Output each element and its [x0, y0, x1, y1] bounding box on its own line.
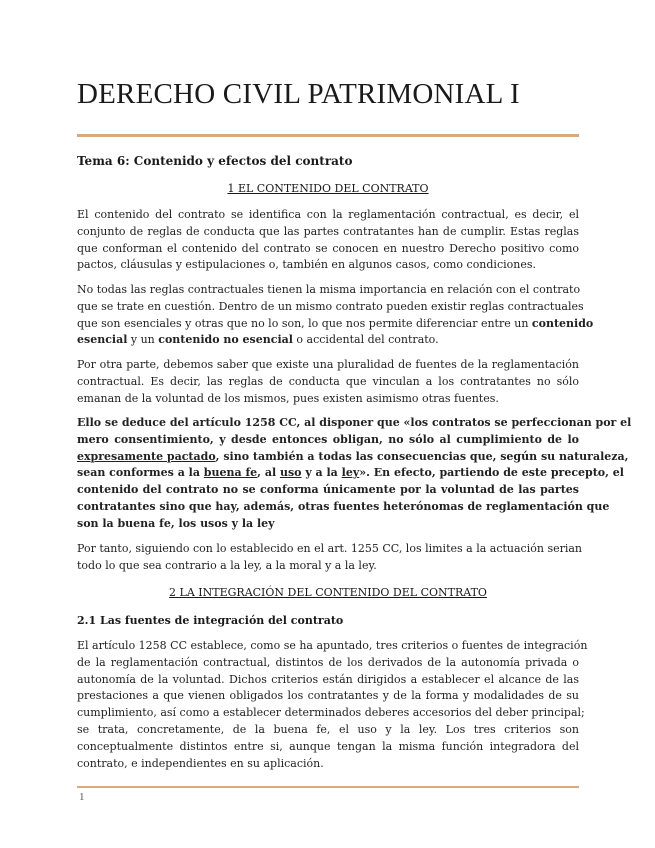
- paragraph-line: cumplimiento, así como a establecer determinados deberes accesorios del deber principal;: [77, 706, 585, 720]
- paragraph-3: [77, 357, 579, 407]
- text-span: y un: [127, 333, 159, 347]
- paragraph-1: [77, 207, 579, 274]
- paragraph-line: son la buena fe, los usos y la ley: [77, 516, 275, 530]
- paragraph-line: de la reglamentación contractual, distintos de los derivados de la autonomía privada o: [77, 655, 579, 669]
- paragraph-line: No todas las reglas contractuales tienen la misma importancia en relación con el contrato: [77, 283, 581, 296]
- paragraph-line: todo lo que sea contrario a la ley, a la moral y a la ley.: [77, 558, 377, 572]
- paragraph-6: [77, 638, 588, 772]
- paragraph-2: [77, 282, 594, 349]
- bold-term: contenido no esencial: [158, 333, 293, 347]
- page-number: 1: [79, 791, 85, 803]
- paragraph-line: [77, 465, 624, 482]
- text-span: , al: [257, 466, 280, 480]
- paragraph-4-quote: [77, 415, 632, 533]
- text-span: o accidental del contrato.: [292, 333, 439, 347]
- paragraph-line: [77, 332, 579, 349]
- paragraph-line: que se trate en cuestión. Dentro de un mismo contrato pueden existir reglas contractuales: [77, 299, 584, 313]
- paragraph-line: contenido del contrato no se conforma únicamente por la voluntad de las partes: [77, 483, 579, 497]
- text-span: sean conformes a la: [77, 466, 204, 480]
- paragraph-line: contrato, e independientes en su aplicación.: [77, 756, 324, 770]
- paragraph-line: conjunto de reglas de conducta que las partes contratantes han de cumplir. Estas reglas: [77, 224, 579, 238]
- title-divider: [77, 134, 579, 137]
- paragraph-line: El artículo 1258 CC establece, como se ha apuntado, tres criterios o fuentes de integración: [77, 639, 588, 652]
- paragraph-line: se trata, concretamente, de la buena fe, el uso y la ley. Los tres criterios son: [77, 722, 579, 736]
- topic-title: Tema 6: Contenido y efectos del contrato: [77, 154, 353, 168]
- subsection-2-1-heading: 2.1 Las fuentes de integración del contrato: [77, 614, 344, 627]
- paragraph-line: autonomía de la voluntad. Dichos criterios están dirigidos a establecer el alcance de las: [77, 672, 579, 686]
- document-title: DERECHO CIVIL PATRIMONIAL I: [77, 78, 520, 110]
- paragraph-line: [77, 316, 594, 333]
- underlined-term: buena fe: [203, 466, 258, 480]
- paragraph-line: pactos, cláusulas y estipulaciones o, también en algunos casos, como condiciones.: [77, 258, 536, 272]
- paragraph-line: contractual. Es decir, las reglas de conducta que vinculan a los contratantes no sólo: [77, 374, 579, 388]
- paragraph-line: Ello se deduce del artículo 1258 CC, al disponer que «los contratos se perfeccionan por el: [77, 416, 632, 429]
- section-1-heading: 1 EL CONTENIDO DEL CONTRATO: [227, 182, 429, 195]
- paragraph-line: conceptualmente distintos entre si, aunque tengan la misma función integradora del: [77, 739, 579, 753]
- paragraph-line: que conforman el contenido del contrato se conocen en nuestro Derecho positivo como: [77, 241, 579, 255]
- underlined-term: uso: [279, 466, 302, 480]
- paragraph-line: prestaciones a que vienen obligados los contratantes y de la forma y modalidades de su: [77, 689, 579, 703]
- paragraph-line: emanan de la voluntad de los mismos, pues existen asimismo otras fuentes.: [77, 391, 499, 405]
- paragraph-line: Por tanto, siguiendo con lo establecido en el art. 1255 CC, los limites a la actuación serian: [77, 542, 583, 555]
- underlined-term: expresamente pactado: [77, 449, 216, 463]
- text-span: y a la: [301, 466, 342, 480]
- text-span: , sino también a todas las consecuencias que, según su naturaleza,: [215, 449, 629, 463]
- text-span: que son esenciales y otras que no lo son, lo que nos permite diferenciar entre un: [77, 316, 532, 330]
- section-2-heading: 2 LA INTEGRACIÓN DEL CONTENIDO DEL CONTRATO: [169, 586, 487, 599]
- bold-term: contenido: [531, 316, 594, 330]
- paragraph-line: El contenido del contrato se identifica con la reglamentación contractual, es decir, el: [77, 208, 579, 221]
- text-span: ». En efecto, partiendo de este precepto, el: [359, 466, 624, 480]
- paragraph-line: [77, 449, 629, 466]
- paragraph-line: mero consentimiento, y desde entonces obligan, no sólo al cumplimiento de lo: [77, 432, 579, 446]
- bold-term: esencial: [77, 333, 128, 347]
- underlined-term: ley: [341, 466, 360, 480]
- paragraph-5: [77, 541, 583, 575]
- paragraph-line: contratantes sino que hay, además, otras fuentes heterónomas de reglamentación que: [77, 499, 610, 513]
- paragraph-line: Por otra parte, debemos saber que existe una pluralidad de fuentes de la reglamentación: [77, 358, 579, 371]
- footer-divider: [77, 786, 579, 788]
